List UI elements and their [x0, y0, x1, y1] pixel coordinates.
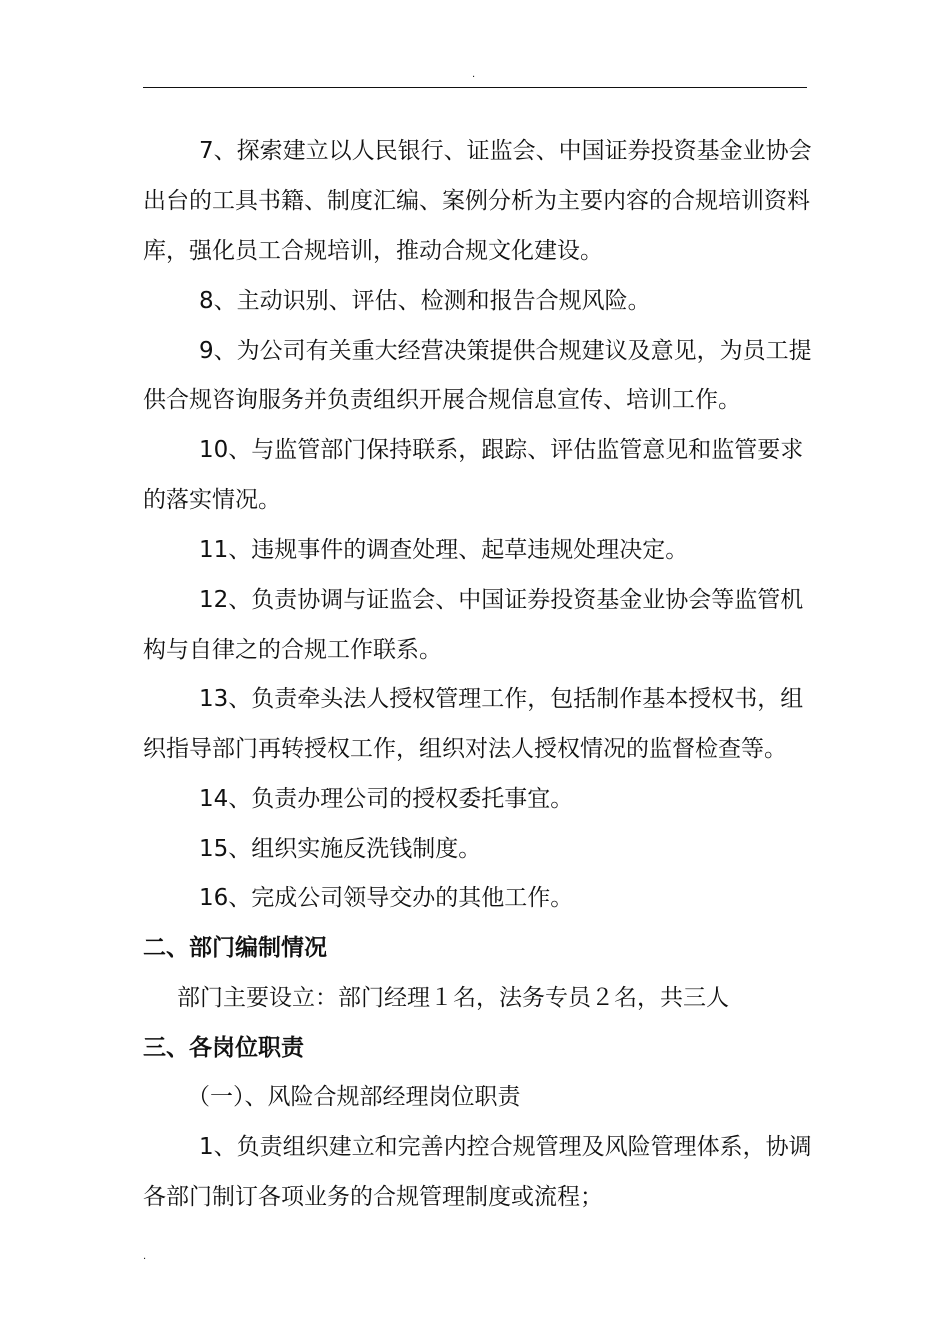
- paragraph-line: 15、组织实施反洗钱制度。: [199, 836, 482, 862]
- paragraph-line: 的落实情况。: [143, 487, 281, 513]
- paragraph-line: 7、探索建立以人民银行、证监会、中国证券投资基金业协会: [199, 138, 812, 164]
- paragraph-line: 12、负责协调与证监会、中国证券投资基金业协会等监管机: [199, 587, 804, 613]
- paragraph-line: 8、主动识别、评估、检测和报告合规风险。: [199, 288, 651, 314]
- paragraph-line: 14、负责办理公司的授权委托事宜。: [199, 786, 574, 812]
- footer-mark: .: [143, 1251, 147, 1262]
- header-rule: [143, 87, 807, 88]
- paragraph-line: 16、完成公司领导交办的其他工作。: [199, 885, 574, 911]
- paragraph-line: 出台的工具书籍、制度汇编、案例分析为主要内容的合规培训资料: [143, 188, 810, 214]
- paragraph-line: 部门主要设立：部门经理１名，法务专员２名，共三人: [177, 985, 729, 1011]
- section-heading: 二、部门编制情况: [143, 935, 327, 961]
- paragraph-line: 各部门制订各项业务的合规管理制度或流程；: [143, 1184, 603, 1210]
- paragraph-line: 供合规咨询服务并负责组织开展合规信息宣传、培训工作。: [143, 387, 741, 413]
- paragraph-line: 11、违规事件的调查处理、起草违规处理决定。: [199, 537, 689, 563]
- header-mark: .: [472, 69, 476, 80]
- paragraph-line: 9、为公司有关重大经营决策提供合规建议及意见，为员工提: [199, 338, 812, 364]
- paragraph-line: 10、与监管部门保持联系，跟踪、评估监管意见和监管要求: [199, 437, 804, 463]
- paragraph-line: 构与自律之的合规工作联系。: [143, 637, 442, 663]
- paragraph-line: 13、负责牵头法人授权管理工作，包括制作基本授权书，组: [199, 686, 804, 712]
- subsection-heading: （一）、风险合规部经理岗位职责: [187, 1084, 521, 1110]
- paragraph-line: 库，强化员工合规培训，推动合规文化建设。: [143, 238, 603, 264]
- paragraph-line: 1、负责组织建立和完善内控合规管理及风险管理体系，协调: [199, 1134, 812, 1160]
- section-heading: 三、各岗位职责: [143, 1035, 304, 1061]
- paragraph-line: 织指导部门再转授权工作，组织对法人授权情况的监督检查等。: [143, 736, 787, 762]
